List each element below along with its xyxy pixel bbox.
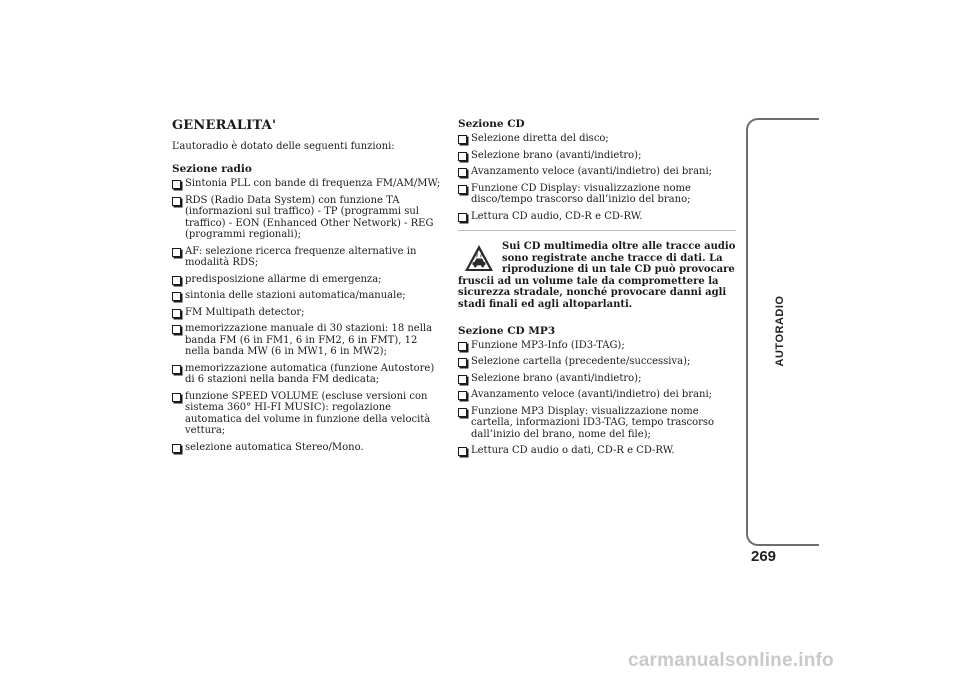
- checkbox-bullet-icon: [172, 248, 181, 257]
- list-item: Funzione CD Display: visualizzazione nome disco/tempo trascorso dall’inizio del brano;: [458, 183, 736, 206]
- checkbox-bullet-icon: [458, 408, 467, 417]
- list-item: Selezione cartella (precedente/successiva);: [458, 356, 736, 368]
- checkbox-bullet-icon: [458, 168, 467, 177]
- mp3-feature-list: [458, 340, 736, 457]
- list-item: Selezione brano (avanti/indietro);: [458, 373, 736, 385]
- page-title: GENERALITA': [172, 118, 277, 133]
- checkbox-bullet-icon: [172, 309, 181, 318]
- mp3-section-title: Sezione CD MP3: [458, 324, 556, 337]
- checkbox-bullet-icon: [458, 375, 467, 384]
- cd-feature-list: [458, 133, 736, 222]
- checkbox-bullet-icon: [172, 180, 181, 189]
- list-item: Funzione MP3-Info (ID3-TAG);: [458, 340, 736, 352]
- list-item: Selezione brano (avanti/indietro);: [458, 150, 736, 162]
- list-item: Avanzamento veloce (avanti/indietro) dei brani;: [458, 166, 736, 178]
- list-item: Funzione MP3 Display: visualizzazione nome cartella, informazioni ID3-TAG, tempo trascorso dall’inizio del brano, nome del file);: [458, 406, 736, 441]
- list-item: Sintonia PLL con bande di frequenza FM/AM/MW;: [172, 178, 444, 190]
- checkbox-bullet-icon: [458, 185, 467, 194]
- chapter-name: AUTORADIO: [774, 295, 786, 367]
- list-item: memorizzazione manuale di 30 stazioni: 18 nella banda FM (6 in FM1, 6 in FM2, 6 in FMT), 12 nella banda MW (6 in MW1, 6 in MW2);: [172, 323, 444, 358]
- list-item: sintonia delle stazioni automatica/manuale;: [172, 290, 444, 302]
- checkbox-bullet-icon: [458, 447, 467, 456]
- list-item: funzione SPEED VOLUME (escluse versioni con sistema 360° HI-FI MUSIC): regolazione automatica del volume in funzione della velocità vettura;: [172, 391, 444, 437]
- list-item: Lettura CD audio o dati, CD-R e CD-RW.: [458, 445, 736, 457]
- checkbox-bullet-icon: [458, 342, 467, 351]
- list-item: memorizzazione automatica (funzione Autostore) di 6 stazioni nella banda FM dedicata;: [172, 363, 444, 386]
- checkbox-bullet-icon: [458, 213, 467, 222]
- checkbox-bullet-icon: [172, 325, 181, 334]
- list-item: Avanzamento veloce (avanti/indietro) dei brani;: [458, 389, 736, 401]
- list-item: RDS (Radio Data System) con funzione TA (informazioni sul traffico) - TP (programmi sul traffico) - EON (Enhanced Other Network) - REG (programmi regionali);: [172, 195, 444, 241]
- checkbox-bullet-icon: [172, 444, 181, 453]
- list-item: FM Multipath detector;: [172, 307, 444, 319]
- cd-section-title: Sezione CD: [458, 118, 525, 130]
- radio-section-title: Sezione radio: [172, 163, 252, 175]
- checkbox-bullet-icon: [172, 197, 181, 206]
- checkbox-bullet-icon: [458, 391, 467, 400]
- warning-triangle-car-icon: [464, 244, 494, 272]
- list-item: predisposizione allarme di emergenza;: [172, 274, 444, 286]
- right-column: [458, 118, 736, 462]
- checkbox-bullet-icon: [458, 358, 467, 367]
- radio-feature-list: [172, 178, 444, 453]
- checkbox-bullet-icon: [458, 135, 467, 144]
- chapter-tab-label: [763, 286, 797, 376]
- page-number: 269: [751, 548, 777, 565]
- list-item: Lettura CD audio, CD-R e CD-RW.: [458, 211, 736, 223]
- list-item: AF: selezione ricerca frequenze alternative in modalità RDS;: [172, 246, 444, 269]
- warning-box: [458, 230, 736, 311]
- checkbox-bullet-icon: [172, 292, 181, 301]
- intro-text: L’autoradio è dotato delle seguenti funzioni:: [172, 141, 395, 152]
- checkbox-bullet-icon: [458, 152, 467, 161]
- left-column: [172, 118, 444, 458]
- watermark: carmanualsonline.info: [628, 650, 834, 671]
- list-item: selezione automatica Stereo/Mono.: [172, 442, 444, 454]
- list-item: Selezione diretta del disco;: [458, 133, 736, 145]
- checkbox-bullet-icon: [172, 393, 181, 402]
- checkbox-bullet-icon: [172, 365, 181, 374]
- checkbox-bullet-icon: [172, 276, 181, 285]
- warning-text: Sui CD multimedia oltre alle tracce audio sono registrate anche tracce di dati. La riproduzione di un tale CD può provocare fruscii ad un volume tale da compromettere la sicurezza stradale, nonché provocare danni agli stadi finali ed agli altoparlanti.: [458, 241, 736, 310]
